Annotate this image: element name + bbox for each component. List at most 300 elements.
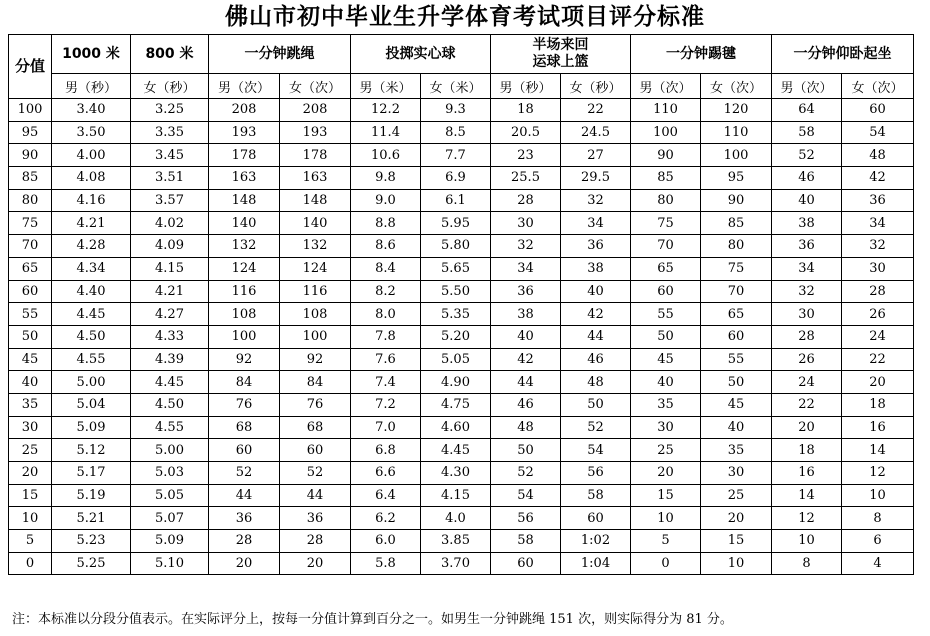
standard-value-cell: 6.1 — [421, 189, 491, 212]
standard-value-cell: 8.8 — [351, 212, 421, 235]
standard-value-cell: 6.4 — [351, 484, 421, 507]
standard-value-cell: 18 — [842, 393, 914, 416]
standard-value-cell: 5.07 — [131, 507, 209, 530]
standard-value-cell: 148 — [280, 189, 351, 212]
standard-value-cell: 178 — [280, 144, 351, 167]
unit-header-cell: 男（秒） — [491, 74, 561, 99]
unit-header-cell: 男（次） — [772, 74, 842, 99]
standard-value-cell: 52 — [209, 462, 280, 485]
standard-value-cell: 42 — [561, 303, 631, 326]
score-value-cell: 55 — [9, 303, 52, 326]
event-header-rope-skipping: 一分钟跳绳 — [209, 35, 351, 74]
standard-value-cell: 52 — [561, 416, 631, 439]
standard-value-cell: 38 — [491, 303, 561, 326]
standard-value-cell: 34 — [772, 257, 842, 280]
standard-value-cell: 76 — [280, 393, 351, 416]
standard-value-cell: 5 — [631, 530, 701, 553]
standard-value-cell: 60 — [280, 439, 351, 462]
standard-value-cell: 4.00 — [52, 144, 131, 167]
standard-value-cell: 5.12 — [52, 439, 131, 462]
standard-value-cell: 64 — [772, 99, 842, 122]
standard-value-cell: 16 — [842, 416, 914, 439]
standard-value-cell: 5.19 — [52, 484, 131, 507]
standard-value-cell: 90 — [631, 144, 701, 167]
standard-value-cell: 85 — [631, 167, 701, 190]
standard-value-cell: 8.2 — [351, 280, 421, 303]
table-row — [9, 484, 914, 507]
standard-value-cell: 30 — [842, 257, 914, 280]
standard-value-cell: 45 — [631, 348, 701, 371]
standard-value-cell: 3.51 — [131, 167, 209, 190]
standard-value-cell: 84 — [209, 371, 280, 394]
standard-value-cell: 36 — [842, 189, 914, 212]
score-value-cell: 65 — [9, 257, 52, 280]
standard-value-cell: 5.95 — [421, 212, 491, 235]
standard-value-cell: 58 — [491, 530, 561, 553]
unit-header-cell: 女（米） — [421, 74, 491, 99]
standard-value-cell: 60 — [561, 507, 631, 530]
standard-value-cell: 42 — [842, 167, 914, 190]
standard-value-cell: 50 — [561, 393, 631, 416]
standard-value-cell: 52 — [280, 462, 351, 485]
table-row — [9, 144, 914, 167]
standard-value-cell: 25 — [631, 439, 701, 462]
standard-value-cell: 48 — [842, 144, 914, 167]
standard-value-cell: 32 — [561, 189, 631, 212]
table-row — [9, 99, 914, 122]
standard-value-cell: 92 — [280, 348, 351, 371]
table-row — [9, 257, 914, 280]
event-header-basketball-layup — [491, 35, 631, 74]
standard-value-cell: 132 — [209, 235, 280, 258]
standard-value-cell: 5.09 — [131, 530, 209, 553]
standard-value-cell: 208 — [209, 99, 280, 122]
standard-value-cell: 20 — [631, 462, 701, 485]
standard-value-cell: 4.27 — [131, 303, 209, 326]
standard-value-cell: 4.45 — [421, 439, 491, 462]
standard-value-cell: 5.00 — [52, 371, 131, 394]
standard-value-cell: 4 — [842, 552, 914, 575]
standard-value-cell: 7.6 — [351, 348, 421, 371]
standard-value-cell: 34 — [491, 257, 561, 280]
standard-value-cell: 92 — [209, 348, 280, 371]
standard-value-cell: 140 — [280, 212, 351, 235]
score-value-cell: 85 — [9, 167, 52, 190]
unit-header-cell: 男（秒） — [52, 74, 131, 99]
standard-value-cell: 5.21 — [52, 507, 131, 530]
standard-value-cell: 25.5 — [491, 167, 561, 190]
score-value-cell: 15 — [9, 484, 52, 507]
standard-value-cell: 60 — [209, 439, 280, 462]
standard-value-cell: 28 — [491, 189, 561, 212]
standard-value-cell: 5.03 — [131, 462, 209, 485]
standard-value-cell: 22 — [561, 99, 631, 122]
standard-value-cell: 6.2 — [351, 507, 421, 530]
standard-value-cell: 4.55 — [131, 416, 209, 439]
standard-value-cell: 54 — [561, 439, 631, 462]
standard-value-cell: 36 — [491, 280, 561, 303]
standard-value-cell: 34 — [842, 212, 914, 235]
standard-value-cell: 90 — [701, 189, 772, 212]
standard-value-cell: 75 — [701, 257, 772, 280]
standard-value-cell: 7.0 — [351, 416, 421, 439]
standard-value-cell: 120 — [701, 99, 772, 122]
standard-value-cell: 80 — [631, 189, 701, 212]
standard-value-cell: 12 — [842, 462, 914, 485]
standard-value-cell: 20 — [842, 371, 914, 394]
standard-value-cell: 5.05 — [131, 484, 209, 507]
table-row — [9, 371, 914, 394]
standard-value-cell: 5.25 — [52, 552, 131, 575]
standard-value-cell: 40 — [561, 280, 631, 303]
standard-value-cell: 3.35 — [131, 121, 209, 144]
standard-value-cell: 22 — [772, 393, 842, 416]
standard-value-cell: 36 — [280, 507, 351, 530]
table-row — [9, 439, 914, 462]
standard-value-cell: 193 — [280, 121, 351, 144]
standard-value-cell: 18 — [772, 439, 842, 462]
standard-value-cell: 54 — [491, 484, 561, 507]
score-value-cell: 30 — [9, 416, 52, 439]
standard-value-cell: 7.2 — [351, 393, 421, 416]
score-value-cell: 95 — [9, 121, 52, 144]
standard-value-cell: 5.09 — [52, 416, 131, 439]
standard-value-cell: 5.35 — [421, 303, 491, 326]
standard-value-cell: 3.70 — [421, 552, 491, 575]
score-value-cell: 60 — [9, 280, 52, 303]
standard-value-cell: 46 — [491, 393, 561, 416]
standard-value-cell: 4.09 — [131, 235, 209, 258]
standard-value-cell: 20 — [772, 416, 842, 439]
standard-value-cell: 5.20 — [421, 325, 491, 348]
standard-value-cell: 58 — [772, 121, 842, 144]
standard-value-cell: 38 — [772, 212, 842, 235]
table-row — [9, 552, 914, 575]
standard-value-cell: 70 — [701, 280, 772, 303]
standard-value-cell: 100 — [280, 325, 351, 348]
table-row — [9, 121, 914, 144]
standard-value-cell: 56 — [491, 507, 561, 530]
event-header-sit-ups: 一分钟仰卧起坐 — [772, 35, 914, 74]
standard-value-cell: 148 — [209, 189, 280, 212]
standard-value-cell: 208 — [280, 99, 351, 122]
standard-value-cell: 40 — [772, 189, 842, 212]
standard-value-cell: 4.45 — [52, 303, 131, 326]
standard-value-cell: 54 — [842, 121, 914, 144]
standard-value-cell: 8.4 — [351, 257, 421, 280]
standard-value-cell: 24 — [772, 371, 842, 394]
standard-value-cell: 4.50 — [52, 325, 131, 348]
standard-value-cell: 4.16 — [52, 189, 131, 212]
score-value-cell: 0 — [9, 552, 52, 575]
standard-value-cell: 25 — [701, 484, 772, 507]
score-value-cell: 40 — [9, 371, 52, 394]
event-header-800m: 800 米 — [131, 35, 209, 74]
standard-value-cell: 4.21 — [131, 280, 209, 303]
standard-value-cell: 3.45 — [131, 144, 209, 167]
standard-value-cell: 48 — [491, 416, 561, 439]
standard-value-cell: 14 — [772, 484, 842, 507]
event-header-shuttlecock: 一分钟踢毽 — [631, 35, 772, 74]
standard-value-cell: 9.8 — [351, 167, 421, 190]
unit-header-cell: 女（次） — [842, 74, 914, 99]
standard-value-cell: 100 — [701, 144, 772, 167]
scoring-table — [8, 34, 914, 575]
standard-value-cell: 108 — [280, 303, 351, 326]
standard-value-cell: 4.34 — [52, 257, 131, 280]
standard-value-cell: 24.5 — [561, 121, 631, 144]
standard-value-cell: 30 — [701, 462, 772, 485]
standard-value-cell: 52 — [491, 462, 561, 485]
score-value-cell: 100 — [9, 99, 52, 122]
table-row — [9, 303, 914, 326]
standard-value-cell: 44 — [280, 484, 351, 507]
unit-header-cell: 男（米） — [351, 74, 421, 99]
standard-value-cell: 4.15 — [421, 484, 491, 507]
standard-value-cell: 50 — [701, 371, 772, 394]
standard-value-cell: 40 — [701, 416, 772, 439]
table-row — [9, 462, 914, 485]
standard-value-cell: 6.8 — [351, 439, 421, 462]
standard-value-cell: 28 — [772, 325, 842, 348]
table-row — [9, 393, 914, 416]
standard-value-cell: 15 — [631, 484, 701, 507]
table-row — [9, 235, 914, 258]
standard-value-cell: 4.33 — [131, 325, 209, 348]
standard-value-cell: 8 — [772, 552, 842, 575]
standard-value-cell: 10 — [701, 552, 772, 575]
standard-value-cell: 4.40 — [52, 280, 131, 303]
standard-value-cell: 193 — [209, 121, 280, 144]
table-row — [9, 280, 914, 303]
unit-header-cell: 男（次） — [209, 74, 280, 99]
standard-value-cell: 32 — [491, 235, 561, 258]
standard-value-cell: 24 — [842, 325, 914, 348]
standard-value-cell: 4.0 — [421, 507, 491, 530]
standard-value-cell: 140 — [209, 212, 280, 235]
page-title: 佛山市初中毕业生升学体育考试项目评分标准 — [225, 4, 705, 30]
standard-value-cell: 0 — [631, 552, 701, 575]
standard-value-cell: 4.90 — [421, 371, 491, 394]
standard-value-cell: 10 — [772, 530, 842, 553]
standard-value-cell: 30 — [631, 416, 701, 439]
standard-value-cell: 60 — [842, 99, 914, 122]
standard-value-cell: 6.9 — [421, 167, 491, 190]
standard-value-cell: 3.57 — [131, 189, 209, 212]
standard-value-cell: 50 — [491, 439, 561, 462]
footnote: 注：本标准以分段分值表示。在实际评分上，按每一分值计算到百分之一。如男生一分钟跳绳 151 次，则实际得分为 81 分。 — [12, 612, 733, 627]
standard-value-cell: 85 — [701, 212, 772, 235]
standard-value-cell: 110 — [631, 99, 701, 122]
standard-value-cell: 10 — [842, 484, 914, 507]
score-value-cell: 70 — [9, 235, 52, 258]
standard-value-cell: 116 — [280, 280, 351, 303]
standard-value-cell: 29.5 — [561, 167, 631, 190]
table-row — [9, 167, 914, 190]
standard-value-cell: 68 — [280, 416, 351, 439]
standard-value-cell: 52 — [772, 144, 842, 167]
unit-header-cell: 男（次） — [631, 74, 701, 99]
standard-value-cell: 4.50 — [131, 393, 209, 416]
standard-value-cell: 20 — [701, 507, 772, 530]
table-row — [9, 212, 914, 235]
standard-value-cell: 4.39 — [131, 348, 209, 371]
standard-value-cell: 5.05 — [421, 348, 491, 371]
standard-value-cell: 5.04 — [52, 393, 131, 416]
standard-value-cell: 32 — [772, 280, 842, 303]
standard-value-cell: 44 — [561, 325, 631, 348]
standard-value-cell: 3.85 — [421, 530, 491, 553]
standard-value-cell: 108 — [209, 303, 280, 326]
table-row — [9, 416, 914, 439]
standard-value-cell: 42 — [491, 348, 561, 371]
standard-value-cell: 124 — [280, 257, 351, 280]
standard-value-cell: 65 — [701, 303, 772, 326]
score-table-body — [9, 99, 914, 575]
standard-value-cell: 4.28 — [52, 235, 131, 258]
unit-header-cell: 女（秒） — [561, 74, 631, 99]
score-value-cell: 5 — [9, 530, 52, 553]
standard-value-cell: 5.8 — [351, 552, 421, 575]
standard-value-cell: 5.50 — [421, 280, 491, 303]
standard-value-cell: 5.17 — [52, 462, 131, 485]
standard-value-cell: 32 — [842, 235, 914, 258]
standard-value-cell: 60 — [701, 325, 772, 348]
standard-value-cell: 100 — [631, 121, 701, 144]
standard-value-cell: 8.0 — [351, 303, 421, 326]
table-row — [9, 348, 914, 371]
standard-value-cell: 56 — [561, 462, 631, 485]
standard-value-cell: 1:04 — [561, 552, 631, 575]
standard-value-cell: 70 — [631, 235, 701, 258]
standard-value-cell: 6 — [842, 530, 914, 553]
standard-value-cell: 178 — [209, 144, 280, 167]
standard-value-cell: 12 — [772, 507, 842, 530]
event-header-1000m: 1000 米 — [52, 35, 131, 74]
standard-value-cell: 38 — [561, 257, 631, 280]
unit-header-row — [9, 74, 914, 99]
standard-value-cell: 5.65 — [421, 257, 491, 280]
standard-value-cell: 76 — [209, 393, 280, 416]
standard-value-cell: 40 — [491, 325, 561, 348]
event-header-basketball-line-1: 半场来回 — [532, 37, 589, 53]
standard-value-cell: 15 — [701, 530, 772, 553]
standard-value-cell: 22 — [842, 348, 914, 371]
standard-value-cell: 26 — [842, 303, 914, 326]
unit-header-cell: 女（次） — [701, 74, 772, 99]
standard-value-cell: 100 — [209, 325, 280, 348]
standard-value-cell: 50 — [631, 325, 701, 348]
standard-value-cell: 30 — [491, 212, 561, 235]
standard-value-cell: 36 — [561, 235, 631, 258]
standard-value-cell: 9.3 — [421, 99, 491, 122]
standard-value-cell: 4.08 — [52, 167, 131, 190]
score-value-cell: 50 — [9, 325, 52, 348]
standard-value-cell: 9.0 — [351, 189, 421, 212]
standard-value-cell: 3.50 — [52, 121, 131, 144]
standard-value-cell: 3.40 — [52, 99, 131, 122]
standard-value-cell: 4.15 — [131, 257, 209, 280]
standard-value-cell: 35 — [631, 393, 701, 416]
standard-value-cell: 20 — [280, 552, 351, 575]
standard-value-cell: 10 — [631, 507, 701, 530]
score-value-cell: 10 — [9, 507, 52, 530]
standard-value-cell: 44 — [491, 371, 561, 394]
standard-value-cell: 7.8 — [351, 325, 421, 348]
standard-value-cell: 27 — [561, 144, 631, 167]
event-header-row — [9, 35, 914, 74]
score-column-header: 分值 — [9, 35, 52, 99]
standard-value-cell: 7.7 — [421, 144, 491, 167]
score-value-cell: 25 — [9, 439, 52, 462]
standard-value-cell: 5.10 — [131, 552, 209, 575]
standard-value-cell: 34 — [561, 212, 631, 235]
standard-value-cell: 30 — [772, 303, 842, 326]
standard-value-cell: 23 — [491, 144, 561, 167]
standard-value-cell: 163 — [280, 167, 351, 190]
standard-value-cell: 28 — [209, 530, 280, 553]
standard-value-cell: 8 — [842, 507, 914, 530]
standard-value-cell: 12.2 — [351, 99, 421, 122]
standard-value-cell: 65 — [631, 257, 701, 280]
standard-value-cell: 48 — [561, 371, 631, 394]
standard-value-cell: 84 — [280, 371, 351, 394]
score-value-cell: 90 — [9, 144, 52, 167]
standard-value-cell: 20.5 — [491, 121, 561, 144]
standard-value-cell: 110 — [701, 121, 772, 144]
standard-value-cell: 3.25 — [131, 99, 209, 122]
standard-value-cell: 26 — [772, 348, 842, 371]
standard-value-cell: 35 — [701, 439, 772, 462]
standard-value-cell: 5.00 — [131, 439, 209, 462]
unit-header-cell: 女（次） — [280, 74, 351, 99]
standard-value-cell: 116 — [209, 280, 280, 303]
table-row — [9, 530, 914, 553]
score-value-cell: 45 — [9, 348, 52, 371]
standard-value-cell: 36 — [209, 507, 280, 530]
score-value-cell: 20 — [9, 462, 52, 485]
standard-value-cell: 4.02 — [131, 212, 209, 235]
standard-value-cell: 4.30 — [421, 462, 491, 485]
standard-value-cell: 1:02 — [561, 530, 631, 553]
standard-value-cell: 7.4 — [351, 371, 421, 394]
table-row — [9, 507, 914, 530]
standard-value-cell: 6.6 — [351, 462, 421, 485]
standard-value-cell: 75 — [631, 212, 701, 235]
standard-value-cell: 5.80 — [421, 235, 491, 258]
standard-value-cell: 8.5 — [421, 121, 491, 144]
standard-value-cell: 163 — [209, 167, 280, 190]
standard-value-cell: 16 — [772, 462, 842, 485]
standard-value-cell: 68 — [209, 416, 280, 439]
table-row — [9, 189, 914, 212]
standard-value-cell: 132 — [280, 235, 351, 258]
event-header-medicine-ball: 投掷实心球 — [351, 35, 491, 74]
standard-value-cell: 60 — [631, 280, 701, 303]
standard-value-cell: 18 — [491, 99, 561, 122]
standard-value-cell: 4.55 — [52, 348, 131, 371]
standard-value-cell: 46 — [561, 348, 631, 371]
event-header-basketball-line-2: 运球上篮 — [532, 54, 589, 70]
standard-value-cell: 46 — [772, 167, 842, 190]
standard-value-cell: 20 — [209, 552, 280, 575]
table-row — [9, 325, 914, 348]
standard-value-cell: 28 — [842, 280, 914, 303]
standard-value-cell: 4.21 — [52, 212, 131, 235]
standard-value-cell: 45 — [701, 393, 772, 416]
score-value-cell: 75 — [9, 212, 52, 235]
score-value-cell: 35 — [9, 393, 52, 416]
